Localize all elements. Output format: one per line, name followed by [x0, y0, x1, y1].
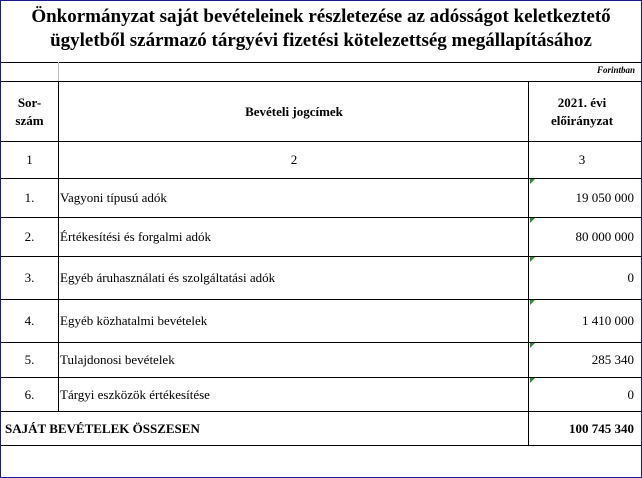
header-revenue-title: Bevételi jogcímek — [245, 103, 343, 119]
grid-line — [58, 62, 59, 81]
grid-line — [58, 81, 59, 411]
grid-line — [1, 62, 641, 63]
row-value: 1 410 000 — [582, 313, 634, 328]
row-number: 4. — [24, 313, 35, 328]
cell-marker — [530, 218, 535, 223]
page-title: Önkormányzat saját bevételeinek részletezése az adósságot keletkeztető ügyletből származó tárgyévi fizetési kötelezettség megállapításához — [31, 6, 611, 51]
row-label: Tulajdonosi bevételek — [60, 352, 175, 367]
cell-marker — [530, 300, 535, 305]
row-number: 3. — [24, 270, 35, 285]
column-number-1: 1 — [26, 152, 33, 167]
row-number: 5. — [24, 352, 35, 367]
row-label: Vagyoni típusú adók — [60, 190, 167, 205]
header-row-number: Sor- szám — [15, 94, 44, 128]
row-value: 0 — [627, 386, 634, 402]
row-value: 19 050 000 — [575, 190, 634, 205]
row-value: 0 — [627, 270, 634, 285]
cell-marker — [530, 343, 535, 348]
cell-marker — [530, 257, 535, 262]
header-appropriation: 2021. évi előirányzat — [550, 94, 614, 128]
row-number: 6. — [24, 386, 35, 402]
cell-marker — [530, 378, 535, 383]
column-number-3: 3 — [578, 152, 586, 167]
row-value: 80 000 000 — [575, 229, 634, 244]
row-number: 1. — [24, 190, 35, 205]
row-label: Egyéb közhatalmi bevételek — [60, 313, 208, 328]
total-label: SAJÁT BEVÉTELEK ÖSSZESEN — [5, 420, 200, 436]
cell-marker — [530, 179, 535, 184]
total-value: 100 745 340 — [569, 420, 634, 436]
row-value: 285 340 — [591, 352, 634, 367]
grid-line — [1, 445, 641, 446]
row-number: 2. — [24, 229, 35, 244]
currency-note: Forintban — [596, 65, 635, 75]
row-label: Értékesítési és forgalmi adók — [60, 229, 212, 244]
column-number-2: 2 — [290, 152, 298, 167]
row-label: Tárgyi eszközök értékesítése — [60, 386, 210, 402]
grid-line — [528, 81, 529, 445]
row-label: Egyéb áruhasználati és szolgáltatási adók — [60, 270, 276, 285]
